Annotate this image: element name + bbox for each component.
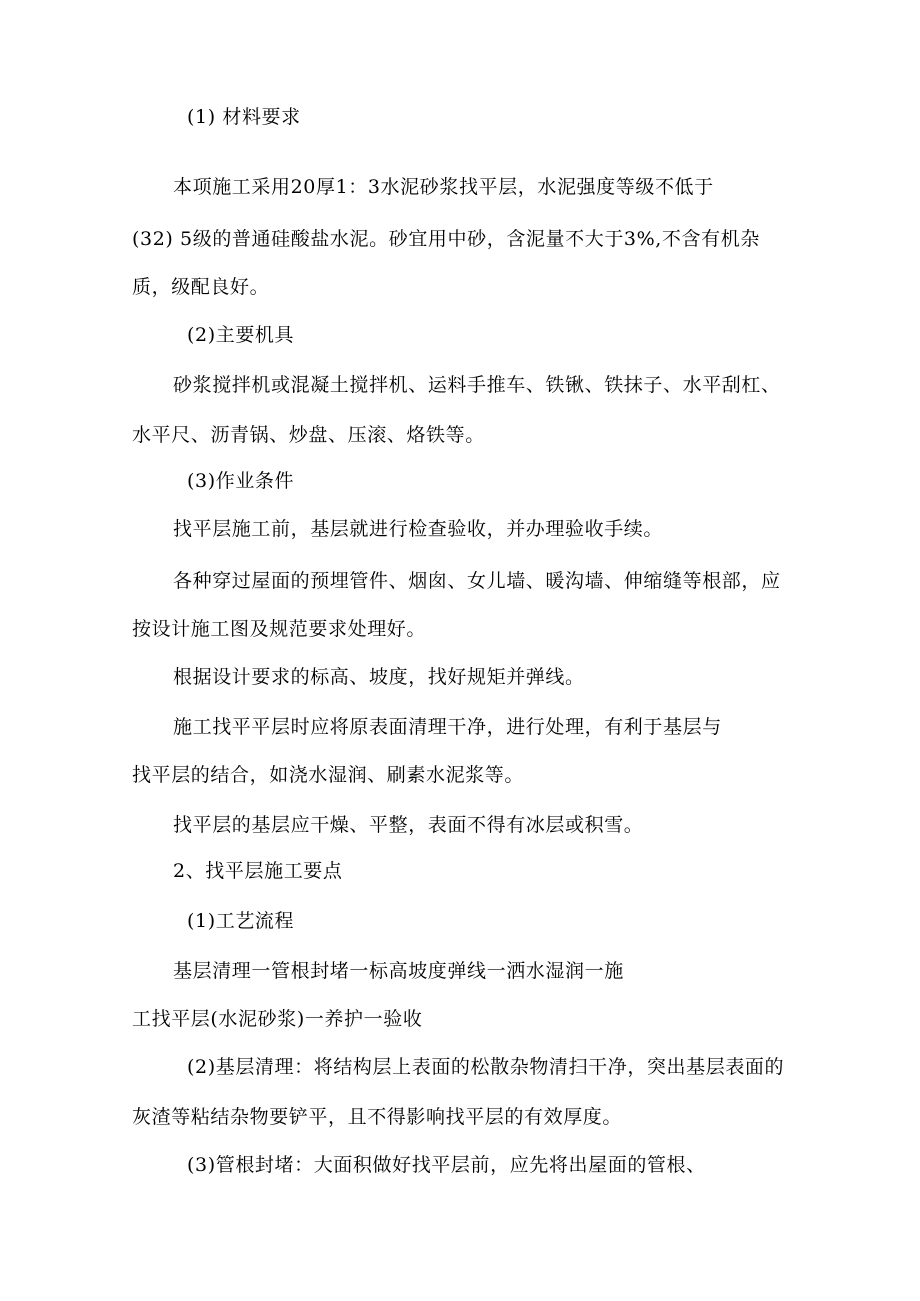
paragraph-line: 找平层的基层应干燥、平整，表面不得有冰层或积雪。 [173, 814, 644, 836]
paragraph-line: 灰渣等粘结杂物要铲平，且不得影响找平层的有效厚度。 [132, 1106, 623, 1128]
paragraph-line: 质，级配良好。 [132, 276, 270, 298]
heading-process-flow: (1)工艺流程 [187, 910, 295, 932]
paragraph-line: 找平层的结合，如浇水湿润、刷素水泥浆等。 [132, 764, 525, 786]
paragraph-line: 按设计施工图及规范要求处理好。 [132, 618, 427, 640]
paragraph-line: (2)基层清理：将结构层上表面的松散杂物清扫干净，突出基层表面的 [187, 1056, 785, 1078]
paragraph-line: 基层清理一管根封堵一标高坡度弹线一洒水湿润一施 [173, 960, 624, 982]
paragraph-line: 各种穿过屋面的预埋管件、烟囱、女儿墙、暖沟墙、伸缩缝等根部，应 [173, 570, 781, 592]
paragraph-line: 本项施工采用20厚1：3水泥砂浆找平层，水泥强度等级不低于 [173, 176, 714, 198]
heading-material-requirements: (1) 材料要求 [187, 106, 301, 128]
heading-main-tools: (2)主要机具 [187, 324, 295, 346]
paragraph-line: 找平层施工前，基层就进行检查验收，并办理验收手续。 [173, 518, 664, 540]
heading-working-conditions: (3)作业条件 [187, 470, 295, 492]
paragraph-line: 砂浆搅拌机或混凝土搅拌机、运料手推车、铁锹、铁抹子、水平刮杠、 [173, 374, 781, 396]
paragraph-line: 根据设计要求的标高、坡度，找好规矩并弹线。 [173, 666, 585, 688]
paragraph-line: 水平尺、沥青锅、炒盘、压滚、烙铁等。 [132, 424, 485, 446]
paragraph-line: (32) 5级的普通硅酸盐水泥。砂宜用中砂，含泥量不大于3%,不含有机杂 [132, 228, 760, 250]
paragraph-line: 施工找平平层时应将原表面清理干净，进行处理，有利于基层与 [173, 716, 722, 738]
paragraph-line: 工找平层(水泥砂浆)一养护一验收 [132, 1008, 423, 1030]
paragraph-line: (3)管根封堵：大面积做好找平层前，应先将出屋面的管根、 [187, 1154, 706, 1176]
section-heading: 2、找平层施工要点 [173, 860, 343, 882]
